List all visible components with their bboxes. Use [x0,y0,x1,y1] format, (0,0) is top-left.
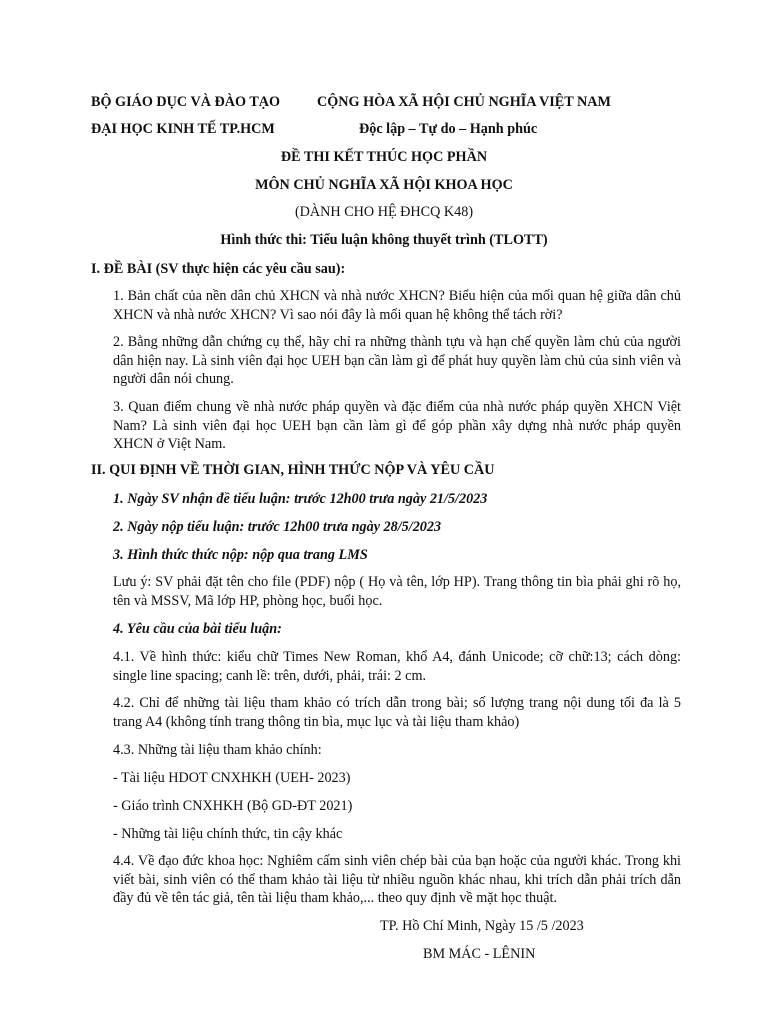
department-signature: BM MÁC - LÊNIN [423,946,536,962]
submission-note: Lưu ý: SV phải đặt tên cho file (PDF) nộp ( Họ và tên, lớp HP). Trang thông tin bìa phải ghi rõ họ, tên và MSSV, Mã lớp HP, phòng học, buổi học. [113,574,681,609]
section-2-heading: II. QUI ĐỊNH VỀ THỜI GIAN, HÌNH THỨC NỘP VÀ YÊU CẦU [91,462,495,478]
question-3: 3. Quan điểm chung về nhà nước pháp quyền và đặc điểm của nhà nước pháp quyền XHCN Việt Nam? Là sinh viên đại học UEH bạn cần làm gì để góp phần xây dựng nhà nước pháp quyền XHCN ở Việt Nam. [113,399,681,452]
reference-item: - Tài liệu HDOT CNXHKH (UEH- 2023) [113,770,351,786]
requirement-4-1: 4.1. Về hình thức: kiểu chữ Times New Roman, khổ A4, đánh Unicode; cỡ chữ:13; cách dòng: single line spacing; canh lề: trên, dưới, phải, trái: 2 cm. [113,649,681,684]
section-1-heading: I. ĐỀ BÀI (SV thực hiện các yêu cầu sau): [91,261,346,277]
requirement-4-2: 4.2. Chỉ để những tài liệu tham khảo có trích dẫn trong bài; số lượng trang nội dung tối đa là 5 trang A4 (không tính trang thông tin bìa, mục lục và tài liệu tham khảo) [113,695,681,730]
receive-date: 1. Ngày SV nhận đề tiểu luận: trước 12h00 trưa ngày 21/5/2023 [113,491,488,507]
question-1: 1. Bản chất của nền dân chủ XHCN và nhà nước XHCN? Biểu hiện của mối quan hệ giữa dân chủ XHCN và nhà nước XHCN? Vì sao nói đây là mối quan hệ không thể tách rời? [113,288,681,323]
subject-title: MÔN CHỦ NGHĨA XÃ HỘI KHOA HỌC [255,177,513,193]
requirements-heading: 4. Yêu cầu của bài tiểu luận: [113,621,282,637]
national-motto: Độc lập – Tự do – Hạnh phúc [359,121,538,137]
submit-date: 2. Ngày nộp tiểu luận: trước 12h00 trưa ngày 28/5/2023 [113,519,442,535]
ministry-name: BỘ GIÁO DỤC VÀ ĐÀO TẠO [91,94,281,110]
requirement-4-4: 4.4. Về đạo đức khoa học: Nghiêm cấm sinh viên chép bài của bạn hoặc của người khác. Trong khi viết bài, sinh viên có thể tham khảo tài liệu từ nhiều nguồn khác nhau, khi trích dẫn phải trích dẫn đầy đủ về tên tác giả, tên tài liệu tham khảo,... theo quy định về mặt học thuật. [113,853,681,906]
reference-item: - Giáo trình CNXHKH (Bộ GD-ĐT 2021) [113,798,353,814]
target-audience: (DÀNH CHO HỆ ĐHCQ K48) [294,204,474,220]
place-date: TP. Hồ Chí Minh, Ngày 15 /5 /2023 [380,918,584,934]
question-2: 2. Bằng những dẫn chứng cụ thể, hãy chỉ ra những thành tựu và hạn chế quyền làm chủ của người dân hiện nay. Là sinh viên đại học UEH bạn cần làm gì để phát huy quyền làm chủ của sinh viên và người dân nói chung. [113,334,681,387]
requirement-4-3: 4.3. Những tài liệu tham khảo chính: [113,742,322,758]
exam-format: Hình thức thi: Tiểu luận không thuyết trình (TLOTT) [220,232,548,248]
university-name: ĐẠI HỌC KINH TẾ TP.HCM [91,121,275,137]
national-title: CỘNG HÒA XÃ HỘI CHỦ NGHĨA VIỆT NAM [317,94,611,110]
reference-item: - Những tài liệu chính thức, tin cậy khác [113,826,343,842]
exam-title: ĐỀ THI KẾT THÚC HỌC PHẦN [280,149,488,165]
submit-method: 3. Hình thức thức nộp: nộp qua trang LMS [113,547,368,563]
